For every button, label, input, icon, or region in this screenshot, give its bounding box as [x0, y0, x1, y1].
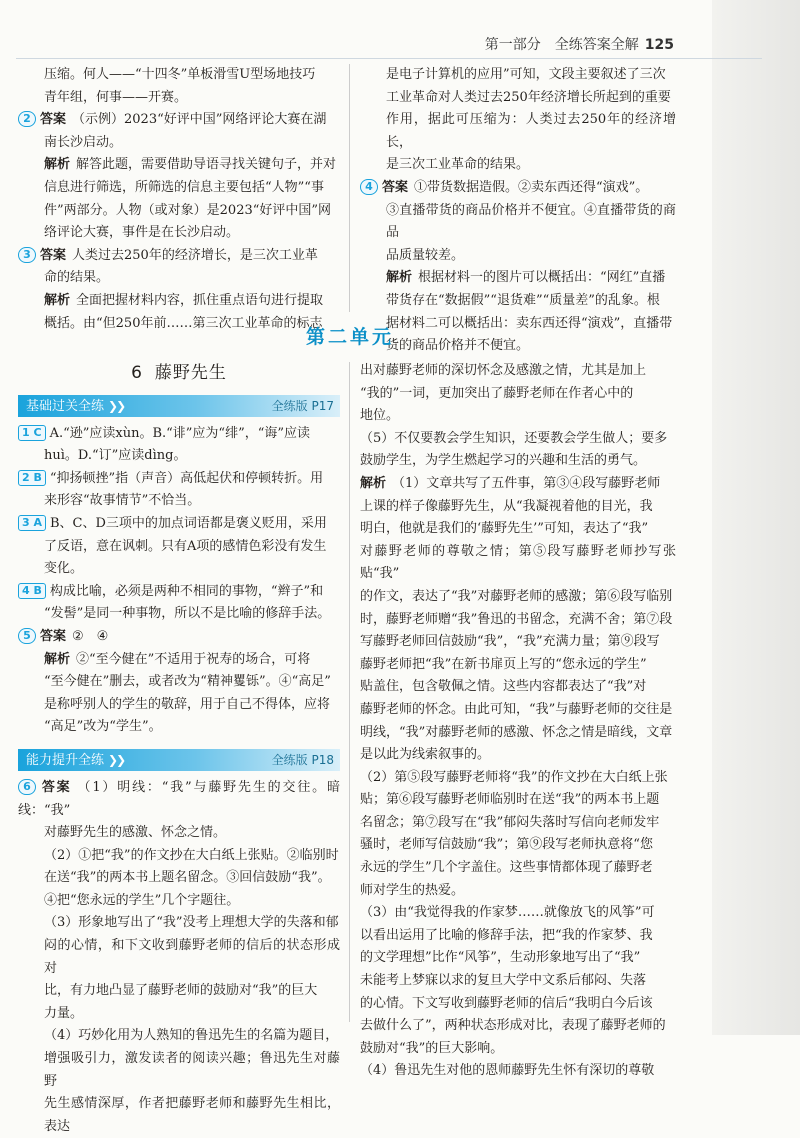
line-text: 带货存在“数据假”“退货难”“质量差”的乱象。根 — [386, 292, 660, 308]
text-line — [360, 383, 676, 406]
line-text: 的文学理想”比作“风筝”，生动形象地写出了“我” — [360, 950, 641, 966]
line-text: 上课的样子像藤野先生，从“我凝视着他的目光，我 — [360, 498, 653, 514]
line-text: 藤野老师的怀念。由此可知，“我”与藤野老师的交往是 — [360, 701, 673, 717]
answer-label: 答案 — [382, 179, 409, 195]
line-text: 骚时，老师写信鼓励“我”；第⑨段写老师执意将“您 — [360, 837, 653, 853]
unit-title: 第二单元 — [305, 326, 394, 348]
line-text: 构成比喻，必须是两种不相同的事物，“辫子”和 — [49, 583, 324, 599]
text-line — [360, 812, 676, 835]
question-number-badge: 4 — [360, 179, 378, 195]
lesson-name: 藤野先生 — [154, 363, 227, 383]
text-line — [360, 109, 676, 154]
line-text: 对藤野老师的尊敬之情；第⑤段写藤野老师抄写张贴“我” — [360, 543, 676, 582]
line-text: 比，有力地凸显了藤野老师的鼓励对“我”的巨大 — [44, 983, 318, 999]
text-line — [360, 654, 676, 677]
line-text: 工业革命对人类过去250年经济增长所起到的重要 — [386, 89, 671, 105]
line-text: 件”两部分。人物（或对象）是2023“好评中国”网 — [44, 202, 332, 218]
line-text: （3）由“我觉得我的作家梦……就像放飞的风筝”可 — [360, 905, 655, 921]
line-text: 师对学生的热爱。 — [360, 882, 465, 898]
line-text: “发髻”是同一种事物，所以不是比喻的修辞手法。 — [44, 606, 331, 622]
text-line — [360, 699, 676, 722]
line-text: 以看出运用了比喻的修辞手法，把“我的作家梦、我 — [360, 927, 653, 943]
text-line — [360, 245, 676, 268]
text-line — [18, 626, 340, 649]
header-title: 第一部分 全练答案全解 — [484, 37, 639, 53]
answer-label: 解析 — [44, 651, 71, 667]
text-line — [360, 744, 676, 767]
question-number-badge: 1 C — [18, 425, 46, 441]
text-line — [360, 405, 676, 428]
text-line — [18, 177, 340, 200]
text-line — [360, 970, 676, 993]
text-line — [360, 586, 676, 609]
text-line — [360, 722, 676, 745]
line-text: 地位。 — [360, 408, 400, 424]
text-line — [18, 132, 340, 155]
line-text: （4）巧妙化用为人熟知的鲁迅先生的名篇为题目， — [44, 1028, 339, 1044]
text-line — [360, 676, 676, 699]
line-text: （2）第⑤段写藤野老师将“我”的作文抄在大白纸上张 — [360, 769, 668, 785]
text-line — [18, 716, 340, 739]
text-line — [360, 87, 676, 110]
text-line — [360, 496, 676, 519]
text-line — [18, 536, 340, 559]
line-text: 信息进行筛选，所筛选的信息主要包括“人物”“事 — [44, 179, 324, 195]
text-line — [360, 1038, 676, 1061]
line-text: 永远的学生”几个字盖住。这些事情都体现了藤野老 — [360, 860, 653, 876]
top-right-column — [360, 64, 676, 358]
text-line — [18, 649, 340, 672]
text-line — [18, 490, 340, 513]
line-text: 时，藤野老师赠“我”鲁迅的书留念，充满不舍；第⑦段 — [360, 611, 673, 627]
text-line — [360, 154, 676, 177]
banner-basic-label: 基础过关全练 — [26, 398, 105, 414]
text-line — [360, 789, 676, 812]
text-line — [18, 245, 340, 268]
line-text: 根据材料一的图片可以概括出：“网红”直播 — [418, 270, 666, 286]
line-text: “至今健在”删去，或者改为“精神矍铄”。④“高足” — [44, 674, 331, 690]
question-number-badge: 2 B — [18, 470, 46, 486]
text-line — [360, 290, 676, 313]
answer-label: 解析 — [44, 292, 71, 308]
banner-basic — [18, 395, 340, 417]
line-text: 力量。 — [44, 1005, 84, 1021]
text-line — [360, 609, 676, 632]
text-line — [18, 1025, 340, 1048]
line-text: 南长沙启动。 — [44, 134, 123, 150]
text-line — [18, 468, 340, 491]
text-line — [18, 822, 340, 845]
basic-answers — [18, 423, 340, 739]
line-text: 的作文，表达了“我”对藤野老师的感激；第⑥段写临别 — [360, 588, 673, 604]
line-text: 贴盖住，包含敬佩之情。这些内容都表达了“我”对 — [360, 679, 647, 695]
line-text: 写藤野老师回信鼓励“我”，“我”充满力量；第⑨段写 — [360, 634, 660, 650]
question-number-badge: 3 A — [18, 515, 46, 531]
line-text: 增强吸引力，激发读者的阅读兴趣；鲁迅先生对藤野 — [44, 1051, 340, 1089]
text-line — [360, 880, 676, 903]
answer-label: 解析 — [44, 157, 71, 173]
line-text: “抑扬顿挫”指（声音）高低起伏和停顿转折。用 — [49, 470, 324, 486]
text-line — [360, 450, 676, 473]
banner-ability-ref: 全练版 P18 — [271, 752, 334, 767]
answer-label: 答案 — [40, 112, 67, 128]
text-line — [18, 154, 340, 177]
text-line — [18, 890, 340, 913]
line-text: 藤野老师把“我”在新书扉页上写的“您永远的学生” — [360, 656, 647, 672]
line-text: 来形容“故事情节”不恰当。 — [44, 493, 201, 509]
column-divider-bottom — [349, 362, 350, 1022]
question-number-badge: 5 — [18, 628, 36, 644]
answer-label: 答案 — [40, 247, 67, 263]
line-text: （3）形象地写出了“我”没考上理想大学的失落和郁 — [44, 915, 339, 931]
question-number-badge: 4 B — [18, 583, 46, 599]
chevron-right-icon: ❯❯ — [108, 398, 125, 413]
text-line — [360, 541, 676, 586]
banner-ability-label: 能力提升全练 — [26, 752, 105, 768]
ability-answers — [18, 777, 340, 1138]
text-line — [18, 200, 340, 223]
text-line — [18, 845, 340, 868]
text-line — [18, 222, 340, 245]
text-line — [18, 109, 340, 132]
text-line — [18, 1003, 340, 1026]
line-text: 先生感情深厚，作者把藤野老师和藤野先生相比，表达 — [44, 1096, 340, 1134]
line-text: A.“逊”应读xùn。B.“诽”应为“绯”，“诲”应读 — [49, 425, 311, 441]
line-text: 全面把握材料内容，抓住重点语句进行提取 — [76, 292, 324, 308]
line-text: 络评论大赛，事件是在长沙启动。 — [44, 225, 240, 241]
line-text: （2）①把“我”的作文抄在大白纸上张贴。②临别时 — [44, 847, 339, 863]
lesson-right-column — [360, 360, 676, 1083]
text-line — [360, 767, 676, 790]
text-line — [360, 518, 676, 541]
text-line — [18, 64, 340, 87]
line-text: 名留念；第⑦段写在“我”郁闷失落时写信向老师发牢 — [360, 814, 660, 830]
text-line — [18, 980, 340, 1003]
text-line — [360, 177, 676, 200]
line-text: “高足”改为“学生”。 — [44, 719, 162, 735]
text-line — [18, 935, 340, 980]
header-rule — [16, 58, 762, 59]
line-text: （5）不仅要教会学生知识，还要教会学生做人；要多 — [360, 430, 668, 446]
question-number-badge: 3 — [18, 247, 36, 263]
question-number-badge: 6 — [18, 779, 36, 795]
line-text: （1）明线：“我”与藤野先生的交往。暗线：“我” — [18, 779, 340, 818]
line-text: 的心情。下文写收到藤野老师的信后“我明白今后该 — [360, 995, 653, 1011]
line-text: 明白，他就是我们的‘藤野先生’”可知，表达了“我” — [360, 521, 649, 537]
text-line — [18, 1093, 340, 1138]
line-text: 是以此为线索叙事的。 — [360, 747, 491, 763]
line-text: 概括。由“但250年前……第三次工业革命的标志 — [44, 315, 323, 331]
page-number: 125 — [644, 37, 674, 53]
page-header — [485, 34, 674, 54]
text-line — [18, 445, 340, 468]
text-line — [18, 581, 340, 604]
line-text: 货的商品价格并不便宜。 — [386, 338, 530, 354]
text-line — [360, 1015, 676, 1038]
top-left-column — [18, 64, 340, 335]
question-number-badge: 2 — [18, 111, 36, 127]
line-text: ② ④ — [72, 628, 109, 644]
text-line — [18, 267, 340, 290]
line-text: 是三次工业革命的结果。 — [386, 157, 530, 173]
line-text: 未能考上梦寐以求的复旦大学中文系后郁闷、失落 — [360, 973, 647, 989]
line-text: 解答此题，需要借助导语寻找关键句子，并对 — [76, 157, 337, 173]
text-line — [18, 777, 340, 822]
line-text: “我的”一词，更加突出了藤野老师在作者心中的 — [360, 385, 634, 401]
text-line — [360, 993, 676, 1016]
line-text: B、C、D三项中的加点词语都是褒义贬用，采用 — [50, 515, 327, 531]
text-line — [360, 834, 676, 857]
line-text: 鼓励对“我”的巨大影响。 — [360, 1040, 504, 1056]
line-text: （4）鲁迅先生对他的恩师藤野先生怀有深切的尊敬 — [360, 1063, 655, 1079]
line-text: 在送“我”的两本书上题名留念。③回信鼓励“我”。 — [44, 870, 331, 886]
answer-label: 答案 — [40, 779, 72, 795]
answer-label: 答案 — [40, 628, 67, 644]
banner-ability — [18, 749, 340, 771]
text-line — [360, 925, 676, 948]
answer-label: 解析 — [360, 475, 387, 491]
line-text: 据材料二可以概括出：卖东西还得“演戏”，直播带 — [386, 315, 673, 331]
lesson-left-column — [18, 362, 340, 1138]
text-line — [18, 603, 340, 626]
text-line — [360, 1060, 676, 1083]
text-line — [360, 64, 676, 87]
line-text: 闷的心情，和下文收到藤野老师的信后的状态形成对 — [44, 938, 340, 976]
line-text: 变化。 — [44, 561, 84, 577]
lesson-number: 6 — [131, 363, 143, 383]
line-text: 贴；第⑥段写藤野老师临别时在送“我”的两本书上题 — [360, 792, 660, 808]
text-line — [360, 473, 676, 496]
line-text: （1）文章共写了五件事，第③④段写藤野老师 — [392, 475, 661, 491]
text-line — [360, 200, 676, 245]
line-text: ④把“您永远的学生”几个字题往。 — [44, 892, 240, 908]
answer-label: 解析 — [386, 270, 413, 286]
line-text: 青年组，何事——开赛。 — [44, 89, 188, 105]
text-line — [360, 902, 676, 925]
line-text: ①带货数据造假。②卖东西还得“演戏”。 — [414, 179, 649, 195]
line-text: 是称呼别人的学生的敬辞，用于自己不得体，应将 — [44, 696, 331, 712]
line-text: 明线，“我”对藤野老师的感激、怀念之情是暗线，文章 — [360, 724, 673, 740]
text-line — [360, 267, 676, 290]
lesson-title — [18, 362, 340, 385]
text-line — [360, 947, 676, 970]
text-line — [18, 290, 340, 313]
text-line — [18, 558, 340, 581]
line-text: （示例）2023“好评中国”网络评论大赛在湖 — [72, 112, 327, 128]
text-line — [18, 867, 340, 890]
banner-basic-ref: 全练版 P17 — [271, 398, 334, 413]
text-line — [18, 912, 340, 935]
text-line — [18, 1048, 340, 1093]
text-line — [18, 423, 340, 446]
line-text: 品质量较差。 — [386, 247, 465, 263]
text-line — [18, 671, 340, 694]
line-text: 命的结果。 — [44, 270, 110, 286]
line-text: ③直播带货的商品价格并不便宜。④直播带货的商品 — [386, 202, 676, 241]
line-text: 是电子计算机的应用”可知，文段主要叙述了三次 — [386, 67, 666, 82]
page-edge — [712, 0, 800, 1035]
chevron-right-icon: ❯❯ — [108, 752, 125, 767]
line-text: 出对藤野老师的深切怀念及感激之情，尤其是加上 — [360, 363, 647, 378]
line-text: 对藤野先生的感激、怀念之情。 — [44, 825, 227, 841]
text-line — [18, 694, 340, 717]
text-line — [360, 631, 676, 654]
line-text: 作用，据此可压缩为：人类过去250年的经济增长， — [386, 112, 676, 150]
text-line — [360, 428, 676, 451]
line-text: 鼓励学生，为学生燃起学习的兴趣和生活的勇气。 — [360, 453, 647, 469]
text-line — [360, 360, 676, 383]
column-divider-top — [349, 64, 350, 312]
line-text: 去做什么了”，两种状态形成对比，表现了藤野老师的 — [360, 1018, 666, 1034]
text-line — [18, 513, 340, 536]
text-line — [18, 87, 340, 110]
text-line — [360, 857, 676, 880]
line-text: 人类过去250年的经济增长，是三次工业革 — [72, 247, 318, 263]
line-text: 了反语，意在讽刺。只有A项的感情色彩没有发生 — [44, 538, 327, 554]
line-text: huì。D.“订”应读dìng。 — [44, 448, 187, 464]
line-text: 压缩。何人——“十四冬”单板滑雪U型场地技巧 — [44, 67, 316, 82]
line-text: ②“至今健在”不适用于祝寿的场合，可将 — [76, 651, 311, 667]
